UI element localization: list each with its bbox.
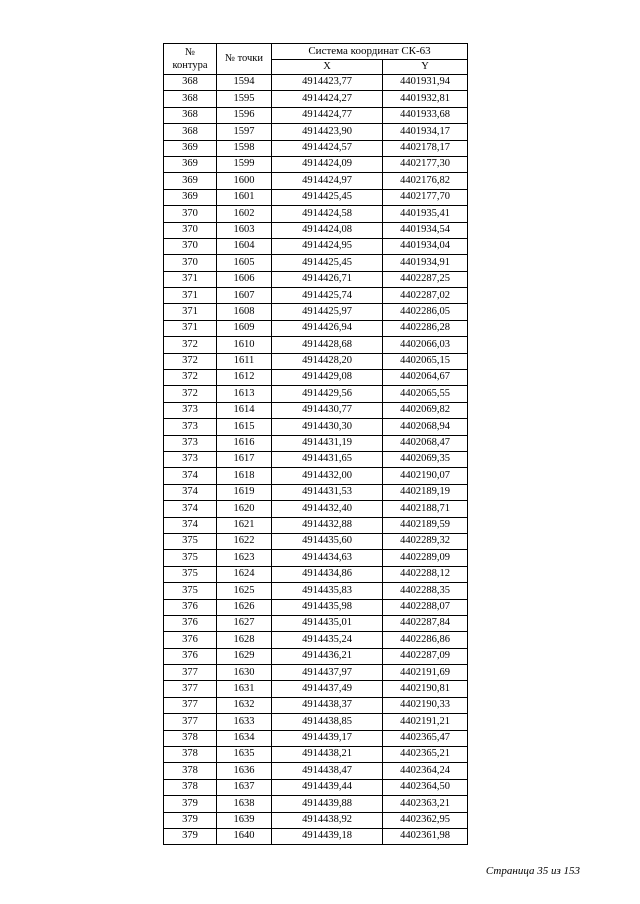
cell-y: 4401935,41	[383, 206, 468, 222]
cell-x: 4914430,77	[272, 402, 383, 418]
cell-point: 1630	[217, 665, 272, 681]
cell-x: 4914435,60	[272, 533, 383, 549]
cell-y: 4401934,04	[383, 238, 468, 254]
cell-point: 1618	[217, 468, 272, 484]
cell-y: 4402287,02	[383, 288, 468, 304]
header-x: X	[272, 60, 383, 75]
table-row	[164, 124, 468, 140]
cell-point: 1602	[217, 206, 272, 222]
table-header-row	[164, 44, 468, 60]
cell-y: 4402065,15	[383, 353, 468, 369]
cell-x: 4914425,74	[272, 288, 383, 304]
cell-x: 4914425,45	[272, 255, 383, 271]
cell-x: 4914426,94	[272, 320, 383, 336]
table-row	[164, 714, 468, 730]
cell-point: 1598	[217, 140, 272, 156]
cell-x: 4914438,37	[272, 697, 383, 713]
table-row	[164, 451, 468, 467]
table-row	[164, 763, 468, 779]
cell-point: 1612	[217, 370, 272, 386]
table-row	[164, 386, 468, 402]
cell-y: 4402191,69	[383, 665, 468, 681]
cell-point: 1606	[217, 271, 272, 287]
cell-contour: 371	[164, 271, 217, 287]
cell-contour: 378	[164, 730, 217, 746]
cell-x: 4914438,85	[272, 714, 383, 730]
cell-x: 4914436,21	[272, 648, 383, 664]
cell-contour: 370	[164, 206, 217, 222]
cell-contour: 368	[164, 75, 217, 91]
table-row	[164, 255, 468, 271]
cell-point: 1627	[217, 615, 272, 631]
cell-contour: 375	[164, 583, 217, 599]
cell-point: 1624	[217, 566, 272, 582]
cell-y: 4401934,54	[383, 222, 468, 238]
cell-contour: 376	[164, 648, 217, 664]
cell-point: 1619	[217, 484, 272, 500]
cell-contour: 374	[164, 484, 217, 500]
table-row	[164, 353, 468, 369]
table-row	[164, 435, 468, 451]
cell-contour: 369	[164, 173, 217, 189]
cell-y: 4402068,47	[383, 435, 468, 451]
cell-contour: 377	[164, 665, 217, 681]
cell-contour: 379	[164, 828, 217, 844]
cell-x: 4914428,20	[272, 353, 383, 369]
cell-point: 1613	[217, 386, 272, 402]
cell-contour: 376	[164, 615, 217, 631]
table-row	[164, 140, 468, 156]
cell-point: 1604	[217, 238, 272, 254]
table-row	[164, 533, 468, 549]
table-row	[164, 206, 468, 222]
cell-contour: 370	[164, 255, 217, 271]
cell-contour: 370	[164, 238, 217, 254]
cell-x: 4914439,17	[272, 730, 383, 746]
cell-x: 4914424,08	[272, 222, 383, 238]
cell-contour: 369	[164, 156, 217, 172]
cell-contour: 376	[164, 599, 217, 615]
cell-point: 1595	[217, 91, 272, 107]
cell-y: 4402361,98	[383, 828, 468, 844]
cell-contour: 373	[164, 419, 217, 435]
header-contour-word: контура	[172, 60, 208, 71]
cell-x: 4914435,24	[272, 632, 383, 648]
cell-x: 4914424,95	[272, 238, 383, 254]
cell-point: 1616	[217, 435, 272, 451]
cell-y: 4402188,71	[383, 501, 468, 517]
table-row	[164, 566, 468, 582]
table-row	[164, 517, 468, 533]
table-row	[164, 681, 468, 697]
cell-x: 4914439,18	[272, 828, 383, 844]
cell-contour: 368	[164, 124, 217, 140]
header-point-number: № точки	[217, 44, 272, 75]
cell-y: 4402365,21	[383, 747, 468, 763]
cell-contour: 372	[164, 337, 217, 353]
cell-x: 4914438,21	[272, 747, 383, 763]
cell-y: 4401934,91	[383, 255, 468, 271]
cell-point: 1633	[217, 714, 272, 730]
cell-y: 4402288,12	[383, 566, 468, 582]
cell-x: 4914423,90	[272, 124, 383, 140]
cell-point: 1594	[217, 75, 272, 91]
header-contour-number	[164, 44, 217, 75]
cell-y: 4402064,67	[383, 370, 468, 386]
cell-contour: 372	[164, 353, 217, 369]
cell-contour: 374	[164, 501, 217, 517]
cell-x: 4914431,19	[272, 435, 383, 451]
cell-point: 1629	[217, 648, 272, 664]
coordinates-table	[163, 43, 468, 845]
cell-x: 4914432,00	[272, 468, 383, 484]
table-row	[164, 648, 468, 664]
cell-x: 4914424,58	[272, 206, 383, 222]
cell-contour: 369	[164, 189, 217, 205]
cell-contour: 377	[164, 714, 217, 730]
cell-point: 1610	[217, 337, 272, 353]
table-row	[164, 337, 468, 353]
cell-x: 4914432,40	[272, 501, 383, 517]
cell-y: 4402289,09	[383, 550, 468, 566]
cell-x: 4914434,86	[272, 566, 383, 582]
table-row	[164, 156, 468, 172]
cell-y: 4402365,47	[383, 730, 468, 746]
cell-y: 4402287,84	[383, 615, 468, 631]
cell-x: 4914430,30	[272, 419, 383, 435]
cell-x: 4914429,08	[272, 370, 383, 386]
cell-y: 4402069,82	[383, 402, 468, 418]
table-row	[164, 468, 468, 484]
cell-y: 4402190,07	[383, 468, 468, 484]
cell-point: 1626	[217, 599, 272, 615]
table-row	[164, 583, 468, 599]
cell-contour: 379	[164, 796, 217, 812]
cell-x: 4914424,27	[272, 91, 383, 107]
cell-x: 4914432,88	[272, 517, 383, 533]
cell-x: 4914429,56	[272, 386, 383, 402]
cell-contour: 377	[164, 697, 217, 713]
cell-contour: 375	[164, 550, 217, 566]
table-row	[164, 238, 468, 254]
cell-point: 1614	[217, 402, 272, 418]
cell-point: 1603	[217, 222, 272, 238]
cell-point: 1632	[217, 697, 272, 713]
page-number: Страница 35 из 153	[485, 865, 580, 877]
cell-y: 4401932,81	[383, 91, 468, 107]
header-y: Y	[383, 60, 468, 75]
cell-y: 4402363,21	[383, 796, 468, 812]
cell-y: 4402068,94	[383, 419, 468, 435]
cell-contour: 377	[164, 681, 217, 697]
table-row	[164, 173, 468, 189]
table-row	[164, 599, 468, 615]
cell-point: 1631	[217, 681, 272, 697]
cell-point: 1640	[217, 828, 272, 844]
cell-point: 1601	[217, 189, 272, 205]
cell-y: 4402286,86	[383, 632, 468, 648]
cell-x: 4914424,77	[272, 107, 383, 123]
cell-y: 4402191,21	[383, 714, 468, 730]
cell-y: 4402286,28	[383, 320, 468, 336]
table-row	[164, 402, 468, 418]
cell-x: 4914438,47	[272, 763, 383, 779]
cell-contour: 371	[164, 288, 217, 304]
cell-y: 4402069,35	[383, 451, 468, 467]
cell-point: 1621	[217, 517, 272, 533]
cell-x: 4914425,45	[272, 189, 383, 205]
table-row	[164, 370, 468, 386]
cell-contour: 369	[164, 140, 217, 156]
cell-contour: 372	[164, 370, 217, 386]
cell-point: 1617	[217, 451, 272, 467]
cell-contour: 371	[164, 304, 217, 320]
cell-x: 4914438,92	[272, 812, 383, 828]
table-row	[164, 828, 468, 844]
cell-x: 4914439,88	[272, 796, 383, 812]
table-row	[164, 730, 468, 746]
cell-contour: 379	[164, 812, 217, 828]
cell-point: 1623	[217, 550, 272, 566]
cell-y: 4401931,94	[383, 75, 468, 91]
cell-x: 4914435,83	[272, 583, 383, 599]
cell-y: 4402364,24	[383, 763, 468, 779]
cell-x: 4914434,63	[272, 550, 383, 566]
table-row	[164, 747, 468, 763]
cell-x: 4914431,53	[272, 484, 383, 500]
table-row	[164, 501, 468, 517]
cell-x: 4914424,09	[272, 156, 383, 172]
cell-y: 4402190,33	[383, 697, 468, 713]
cell-point: 1608	[217, 304, 272, 320]
cell-contour: 375	[164, 533, 217, 549]
cell-point: 1611	[217, 353, 272, 369]
cell-y: 4402289,32	[383, 533, 468, 549]
cell-point: 1599	[217, 156, 272, 172]
cell-x: 4914437,49	[272, 681, 383, 697]
cell-x: 4914424,97	[272, 173, 383, 189]
table-body	[164, 75, 468, 845]
cell-contour: 368	[164, 91, 217, 107]
table-row	[164, 484, 468, 500]
cell-point: 1636	[217, 763, 272, 779]
cell-point: 1628	[217, 632, 272, 648]
table-row	[164, 288, 468, 304]
table-row	[164, 419, 468, 435]
cell-x: 4914435,01	[272, 615, 383, 631]
cell-point: 1622	[217, 533, 272, 549]
cell-contour: 373	[164, 451, 217, 467]
cell-y: 4402178,17	[383, 140, 468, 156]
cell-contour: 376	[164, 632, 217, 648]
cell-x: 4914428,68	[272, 337, 383, 353]
cell-point: 1600	[217, 173, 272, 189]
cell-y: 4402364,50	[383, 779, 468, 795]
cell-y: 4402176,82	[383, 173, 468, 189]
table-row	[164, 796, 468, 812]
cell-point: 1625	[217, 583, 272, 599]
table-row	[164, 632, 468, 648]
cell-contour: 378	[164, 747, 217, 763]
header-coordinate-system: Система координат СК-63	[272, 44, 468, 60]
table-row	[164, 107, 468, 123]
cell-contour: 374	[164, 468, 217, 484]
table-row	[164, 779, 468, 795]
cell-x: 4914423,77	[272, 75, 383, 91]
cell-y: 4402189,19	[383, 484, 468, 500]
table-row	[164, 91, 468, 107]
cell-point: 1609	[217, 320, 272, 336]
cell-contour: 375	[164, 566, 217, 582]
cell-x: 4914425,97	[272, 304, 383, 320]
table-row	[164, 697, 468, 713]
cell-y: 4401933,68	[383, 107, 468, 123]
table-row	[164, 304, 468, 320]
table-row	[164, 189, 468, 205]
cell-point: 1620	[217, 501, 272, 517]
cell-y: 4402288,07	[383, 599, 468, 615]
table-row	[164, 615, 468, 631]
table-row	[164, 222, 468, 238]
cell-x: 4914437,97	[272, 665, 383, 681]
cell-contour: 378	[164, 763, 217, 779]
cell-x: 4914426,71	[272, 271, 383, 287]
cell-y: 4402287,09	[383, 648, 468, 664]
header-contour-number-sign: №	[184, 46, 196, 58]
cell-point: 1638	[217, 796, 272, 812]
cell-x: 4914424,57	[272, 140, 383, 156]
cell-contour: 374	[164, 517, 217, 533]
cell-point: 1596	[217, 107, 272, 123]
cell-contour: 373	[164, 402, 217, 418]
cell-contour: 371	[164, 320, 217, 336]
cell-contour: 372	[164, 386, 217, 402]
cell-point: 1637	[217, 779, 272, 795]
cell-y: 4402288,35	[383, 583, 468, 599]
cell-contour: 370	[164, 222, 217, 238]
cell-y: 4402177,70	[383, 189, 468, 205]
cell-point: 1634	[217, 730, 272, 746]
cell-y: 4401934,17	[383, 124, 468, 140]
table-row	[164, 75, 468, 91]
cell-y: 4402287,25	[383, 271, 468, 287]
table-row	[164, 550, 468, 566]
cell-point: 1639	[217, 812, 272, 828]
cell-point: 1597	[217, 124, 272, 140]
cell-x: 4914439,44	[272, 779, 383, 795]
table-row	[164, 665, 468, 681]
cell-contour: 368	[164, 107, 217, 123]
cell-contour: 373	[164, 435, 217, 451]
table-row	[164, 812, 468, 828]
cell-x: 4914431,65	[272, 451, 383, 467]
cell-y: 4402189,59	[383, 517, 468, 533]
cell-x: 4914435,98	[272, 599, 383, 615]
cell-point: 1605	[217, 255, 272, 271]
table-row	[164, 320, 468, 336]
cell-point: 1607	[217, 288, 272, 304]
cell-point: 1615	[217, 419, 272, 435]
cell-y: 4402065,55	[383, 386, 468, 402]
cell-y: 4402190,81	[383, 681, 468, 697]
table-row	[164, 271, 468, 287]
cell-contour: 378	[164, 779, 217, 795]
cell-point: 1635	[217, 747, 272, 763]
cell-y: 4402286,05	[383, 304, 468, 320]
cell-y: 4402066,03	[383, 337, 468, 353]
cell-y: 4402362,95	[383, 812, 468, 828]
cell-y: 4402177,30	[383, 156, 468, 172]
